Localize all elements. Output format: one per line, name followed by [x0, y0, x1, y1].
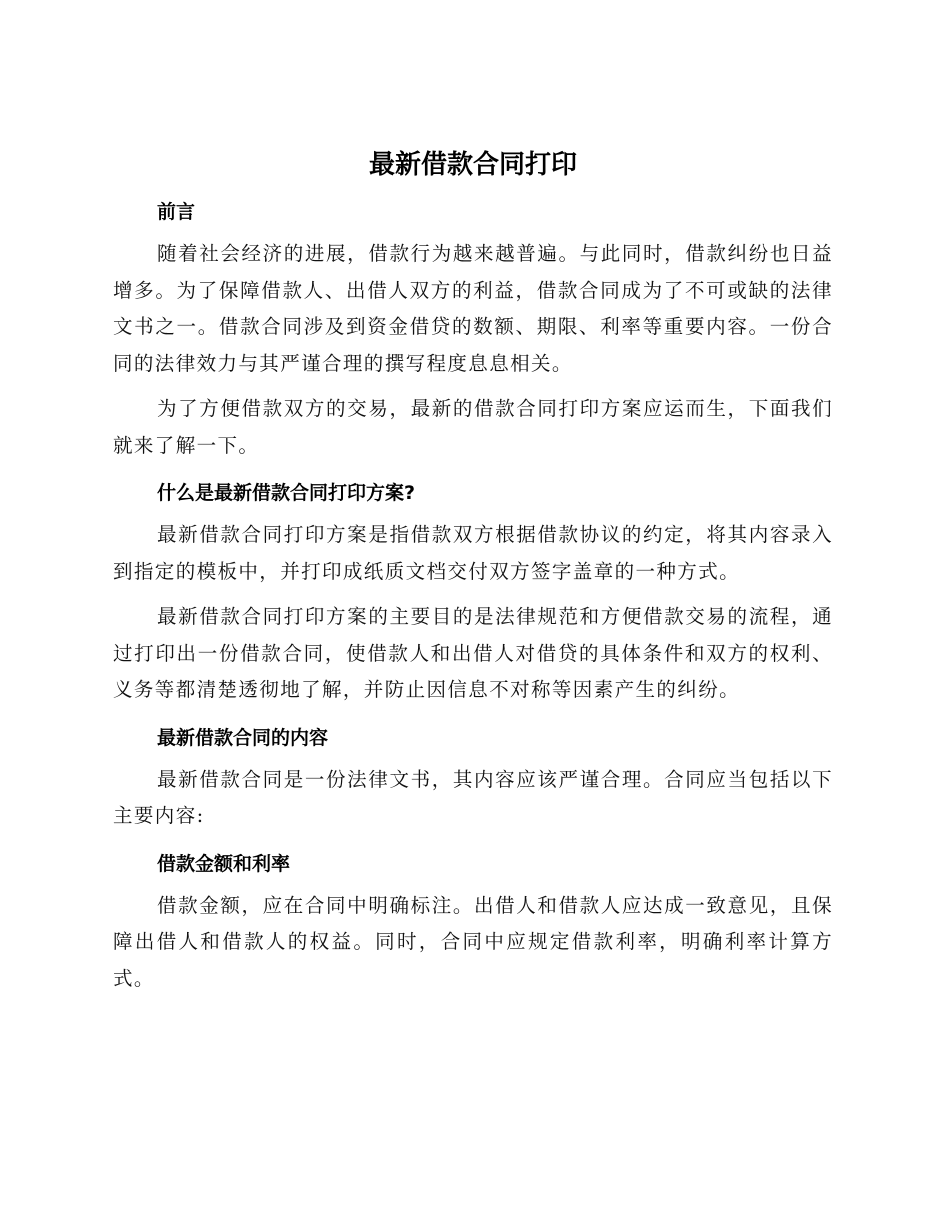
spacer [113, 753, 833, 762]
section-heading-preface: 前言 [157, 201, 196, 223]
spacer [113, 227, 833, 236]
spacer [113, 382, 833, 391]
paragraph: 最新借款合同打印方案的主要目的是法律规范和方便借款交易的流程，通过打印出一份借款合同，使借款人和出借人对借贷的具体条件和双方的权利、义务等都清楚透彻地了解，并防止因信息不对称等因素产生的纠纷。 [113, 605, 833, 701]
spacer [113, 879, 833, 888]
document-body [113, 142, 833, 997]
paragraph: 随着社会经济的进展，借款行为越来越普遍。与此同时，借款纠纷也日益增多。为了保障借款人、出借人双方的利益，借款合同成为了不可或缺的法律文书之一。借款合同涉及到资金借贷的数额、期限、利率等重要内容。一份合同的法律效力与其严谨合理的撰写程度息息相关。 [113, 242, 833, 375]
paragraph: 最新借款合同打印方案是指借款双方根据借款协议的约定，将其内容录入到指定的模板中，并打印成纸质文档交付双方签字盖章的一种方式。 [113, 523, 833, 583]
section-heading-amount-rate: 借款金额和利率 [157, 852, 291, 875]
section-heading-what-is: 什么是最新借款合同打印方案? [157, 482, 416, 504]
paragraph: 借款金额，应在合同中明确标注。出借人和借款人应达成一致意见，且保障出借人和借款人的权益。同时，合同中应规定借款利率，明确利率计算方式。 [113, 893, 833, 990]
spacer [113, 709, 833, 723]
spacer [113, 590, 833, 599]
section-heading-contents: 最新借款合同的内容 [157, 726, 329, 749]
paragraph: 最新借款合同是一份法律文书，其内容应该严谨合理。合同应当包括以下主要内容: [113, 767, 833, 827]
spacer [113, 835, 833, 849]
spacer [113, 508, 833, 517]
document-title: 最新借款合同打印 [368, 150, 577, 180]
spacer [113, 464, 833, 478]
spacer [113, 188, 833, 197]
paragraph: 为了方便借款双方的交易，最新的借款合同打印方案应运而生，下面我们就来了解一下。 [113, 397, 833, 457]
